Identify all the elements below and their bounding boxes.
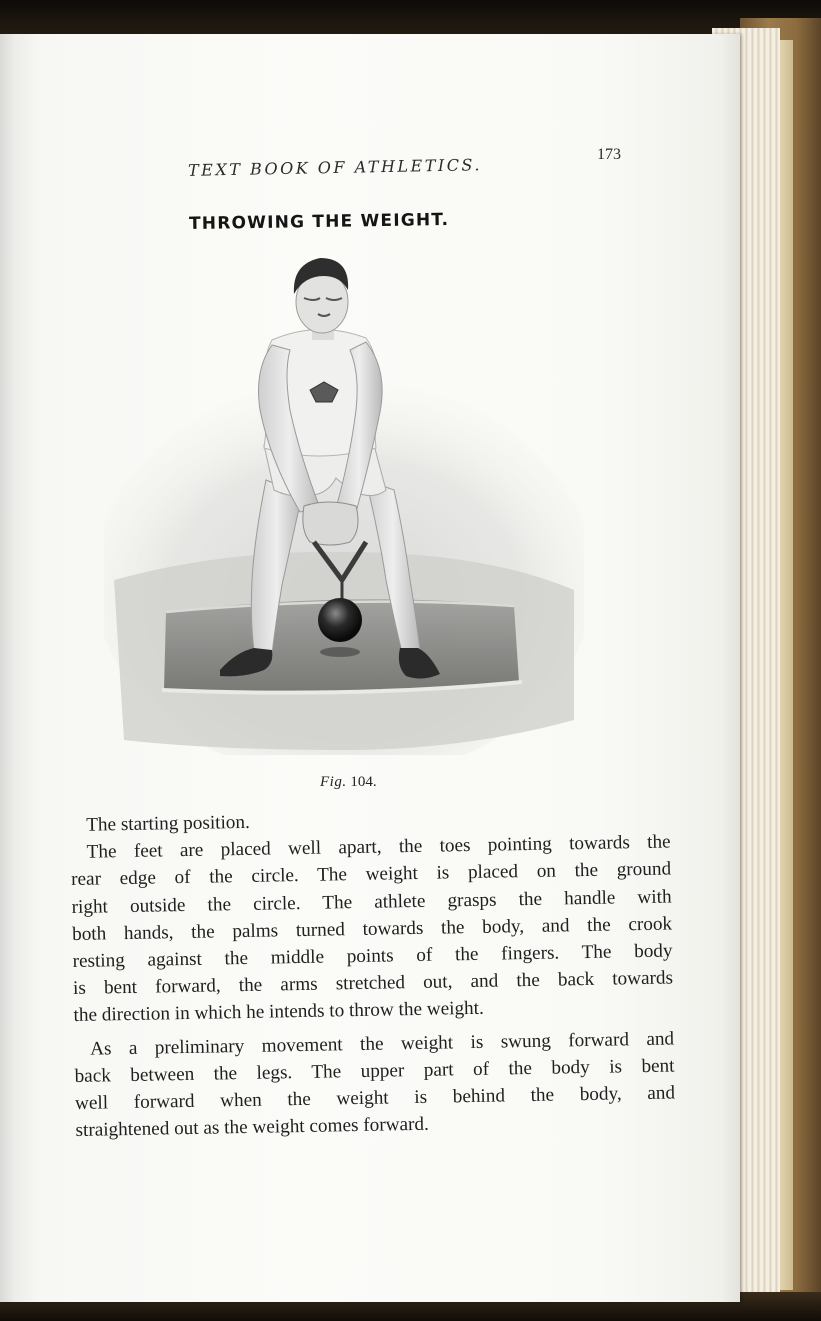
figure-caption-label: Fig.: [320, 774, 347, 790]
body-text: [70, 802, 676, 1145]
weight-ball: [318, 598, 362, 642]
body-line: The starting position.: [86, 811, 251, 836]
running-header: TEXT BOOK OF ATHLETICS.: [187, 155, 483, 180]
body-line: straightened out as the weight comes forward.: [75, 1114, 429, 1142]
figure-photo-athlete-with-weight: [104, 250, 584, 755]
figure-caption-number: 104.: [350, 774, 377, 790]
section-title: THROWING THE WEIGHT.: [188, 209, 450, 235]
body-line: As a preliminary movement the weight is swung forward and: [89, 1028, 675, 1060]
body-line: well forward when the weight is behind the body, and: [74, 1082, 676, 1114]
body-line: is bent forward, the arms stretched out, and the back towards: [72, 967, 674, 1000]
body-line: both hands, the palms turned towards the body, and the crook: [71, 913, 673, 945]
body-line: The feet are placed well apart, the toes pointing towards the: [86, 831, 671, 863]
body-line: back between the legs. The upper part of the body is bent: [74, 1055, 675, 1087]
body-line: rear edge of the circle. The weight is placed on the ground: [71, 858, 672, 891]
body-line: right outside the circle. The athlete grasps the handle with: [71, 886, 672, 918]
athlete-hands: [303, 502, 358, 545]
figure-caption: [320, 774, 377, 791]
body-line: the direction in which he intends to throw the weight.: [73, 998, 484, 1027]
page-number: 173: [597, 146, 621, 163]
weight-ball-shadow: [320, 647, 360, 657]
body-line: resting against the middle points of the fingers. The body: [72, 940, 673, 972]
